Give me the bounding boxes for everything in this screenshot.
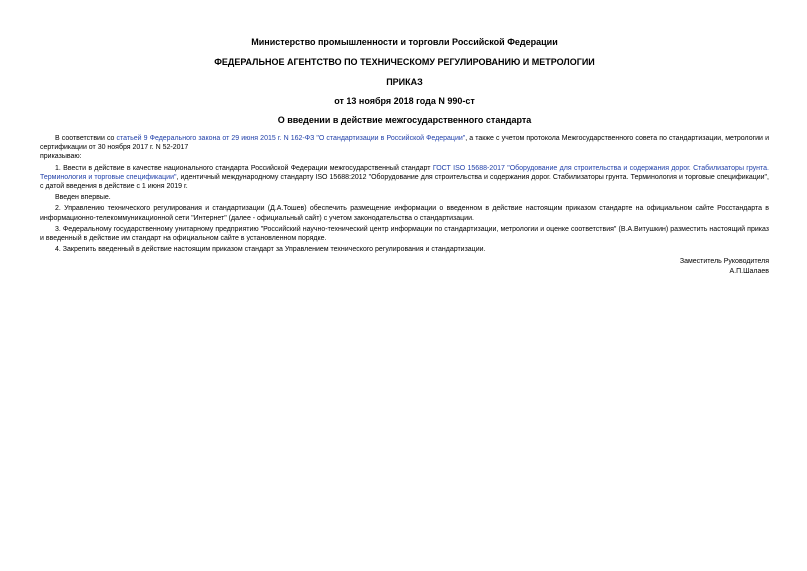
item-1-text-start: 1. Ввести в действие в качестве национального стандарта Российской Федерации межгосударственный стандарт <box>55 164 433 172</box>
preamble-text-end: , а также с учетом протокола Межгосударственного совета по стандартизации, метрологии и сертификации от 30 ноября 2017 г. N 52-2017 <box>40 135 769 152</box>
item-3-paragraph: 3. Федеральному государственному унитарному предприятию "Российский научно-технический центр информации по стандартизации, метрологии и оценке соответствия" (В.А.Витушкин) разместить настоящий приказ и введенный в действие им стандарт на официальном сайте в установленном порядке. <box>40 225 769 243</box>
signatory-position: Заместитель Руководителя <box>679 258 769 265</box>
document-subject: О введении в действие межгосударственного стандарта <box>277 115 532 125</box>
ministry-title: Министерство промышленности и торговли Российской Федерации <box>251 37 558 47</box>
order-word: приказываю: <box>40 153 82 161</box>
standard-link[interactable]: ГОСТ ISO 15688-2017 "Оборудование для строительства и содержания дорог. Стабилизаторы грунта. Терминология и торговые спецификации" <box>40 164 770 181</box>
preamble-text-start: В соответствии со <box>55 135 117 142</box>
order-body <box>40 134 769 254</box>
item-4-paragraph: 4. Закрепить введенный в действие настоящим приказом стандарт за Управлением технического регулирования и стандартизации. <box>55 246 486 254</box>
agency-title: ФЕДЕРАЛЬНОЕ АГЕНТСТВО ПО ТЕХНИЧЕСКОМУ РЕГУЛИРОВАНИЮ И МЕТРОЛОГИИ <box>214 57 595 67</box>
signature-block <box>680 257 769 277</box>
document-date-number: от 13 ноября 2018 года N 990-ст <box>334 96 475 106</box>
introduced-first-note: Введен впервые. <box>55 194 111 202</box>
item-1-text-end: , идентичный международному стандарту ISO 15688:2012 "Оборудование для строительства и содержания дорог. Стабилизаторы грунта. Терминология и торговые спецификации", с датой введения в действие с 1 июня 2019 г. <box>40 173 769 191</box>
item-2-paragraph: 2. Управлению технического регулирования и стандартизации (Д.А.Тошев) обеспечить размещение информации о введенном в действие настоящим приказом стандарте на официальном сайте Росстандарта в информационно-телекоммуникационной сети "Интернет" (далее - официальный сайт) с учетом законодательства о стандартизации. <box>40 205 769 222</box>
preamble-paragraph <box>40 134 769 152</box>
document-type: ПРИКАЗ <box>386 77 423 87</box>
signatory-name: А.П.Шалаев <box>729 268 769 275</box>
law-link[interactable]: статьей 9 Федерального закона от 29 июня 2015 г. N 162-ФЗ "О стандартизации в Российской Федерации" <box>116 135 466 142</box>
item-1-paragraph <box>40 164 769 192</box>
